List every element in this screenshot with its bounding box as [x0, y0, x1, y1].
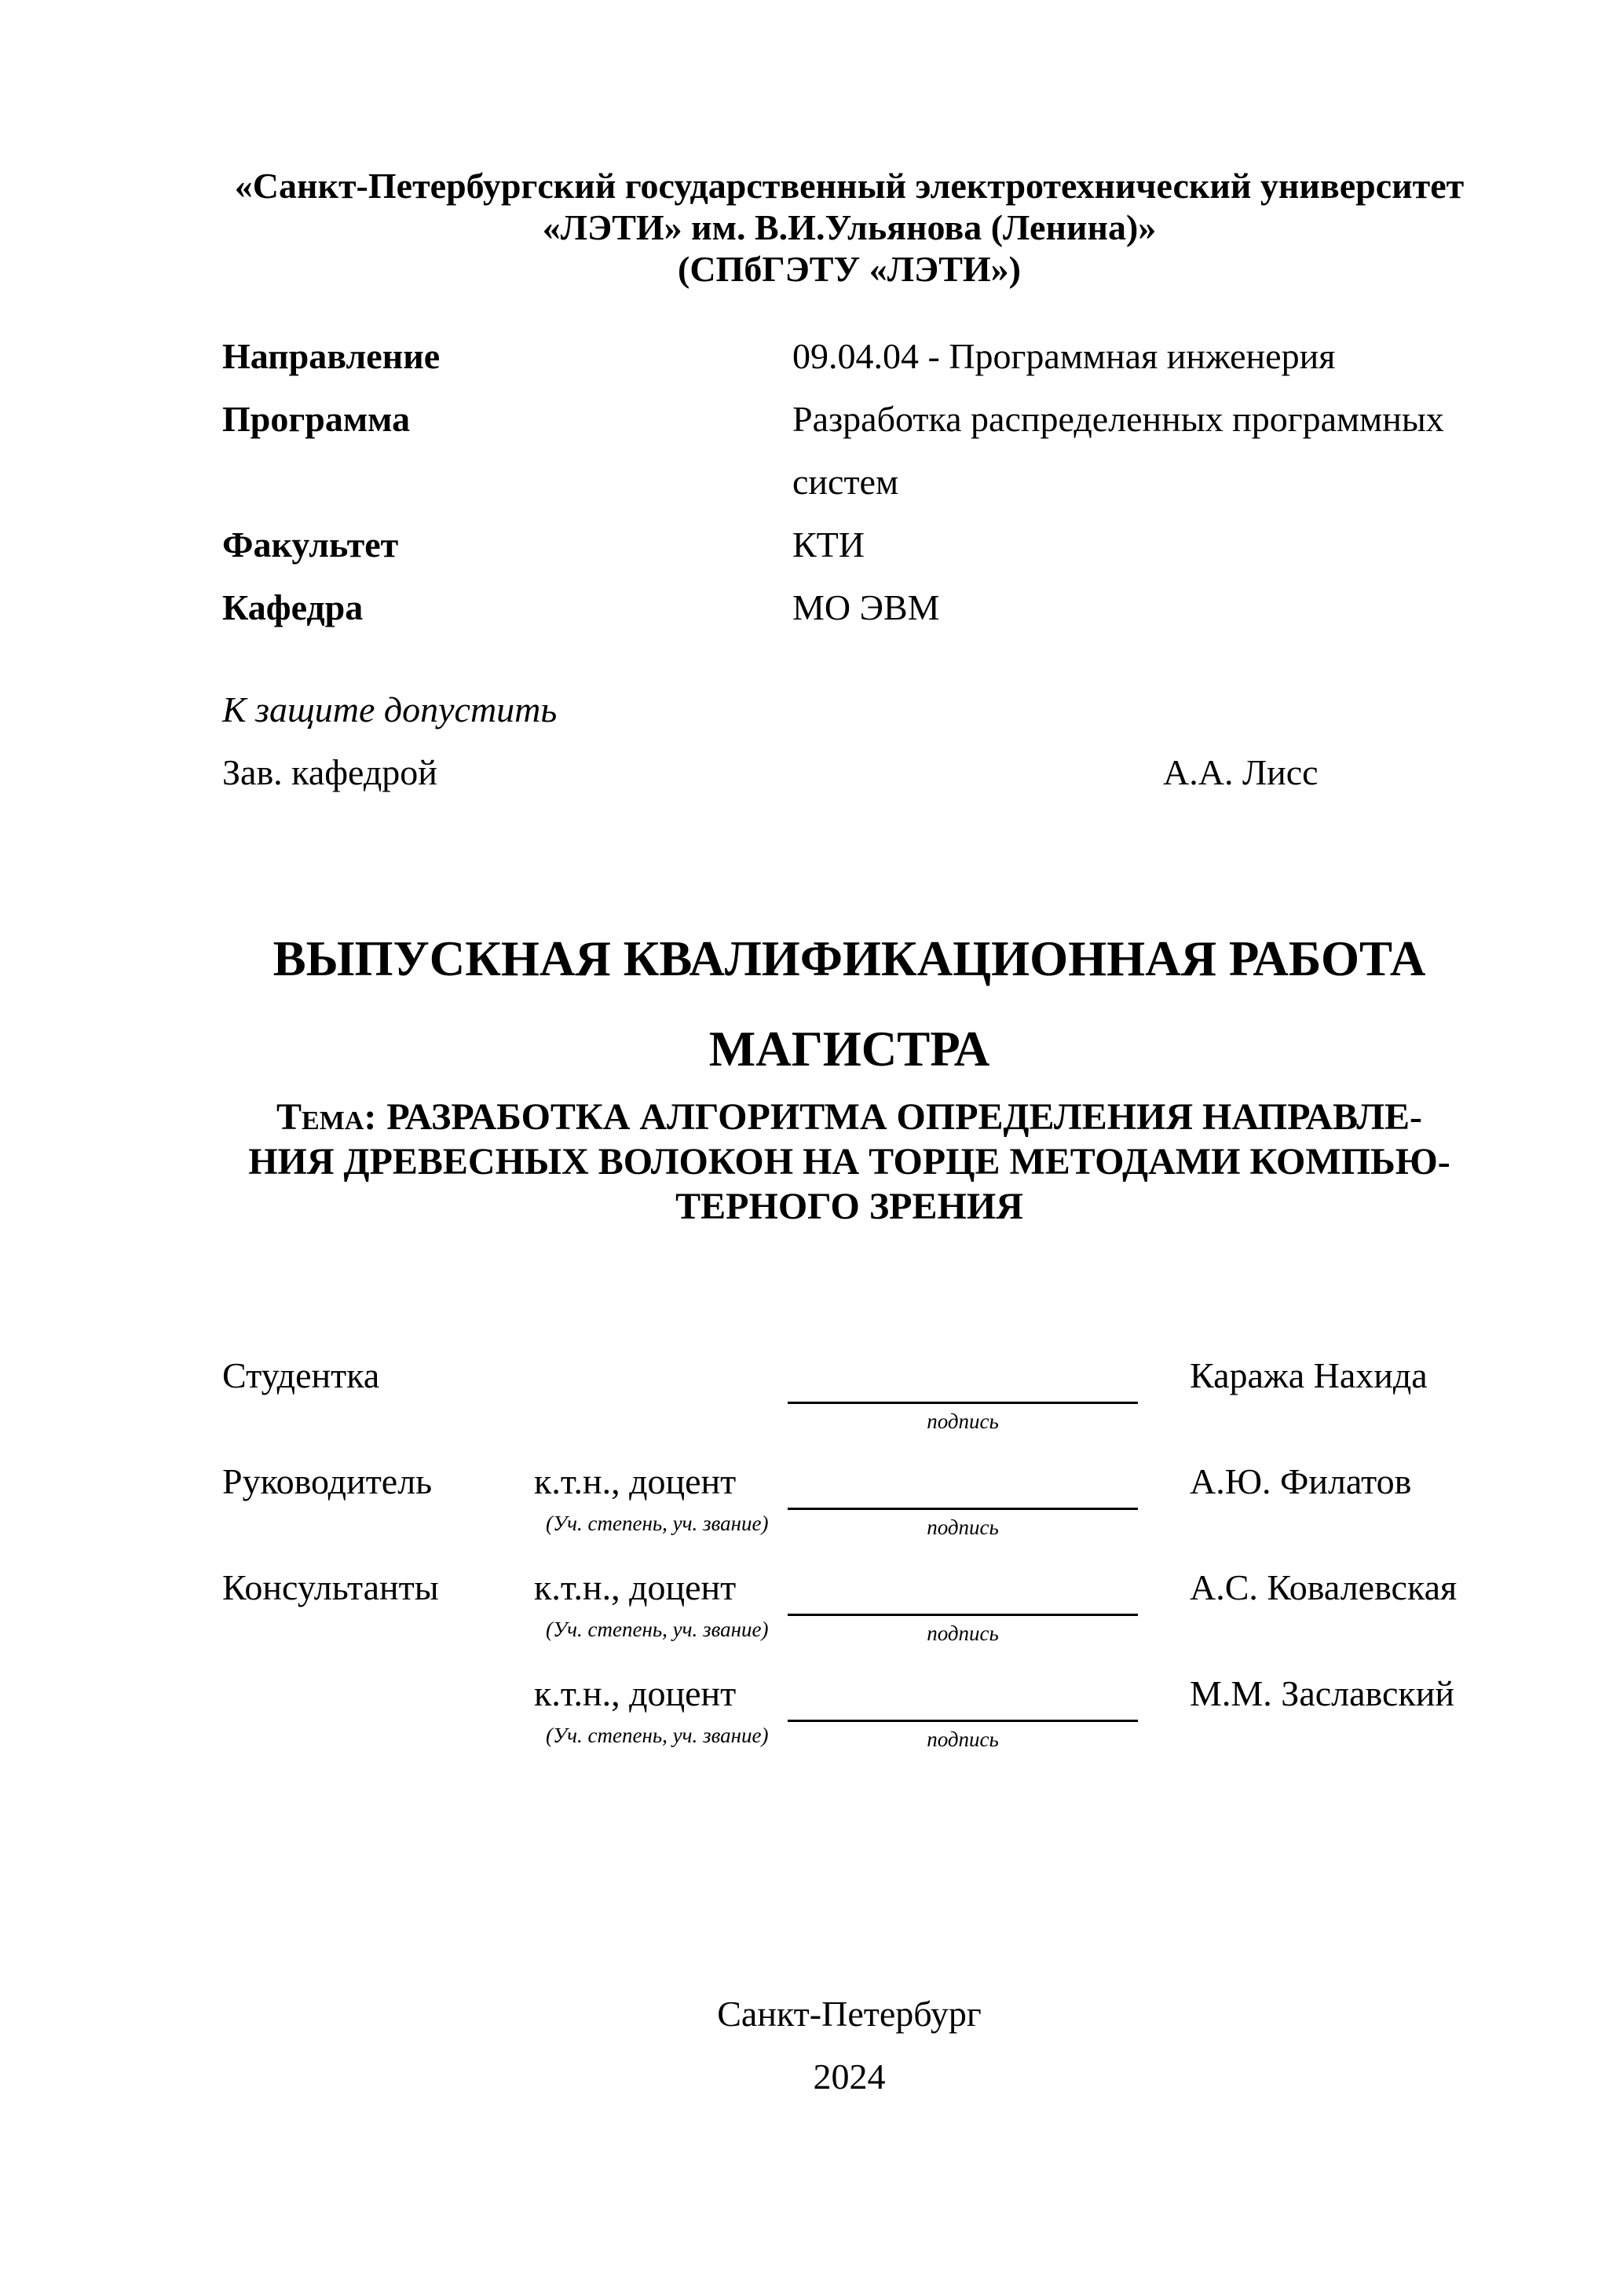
footer-section — [222, 1983, 1476, 2108]
degree-cell — [534, 1460, 788, 1539]
university-header-line-1: «Санкт-Петербургский государственный электротехнический университет — [234, 166, 1465, 206]
field-value-program: Разработка распределенных программных систем — [792, 399, 1444, 502]
signature-line — [788, 1566, 1138, 1616]
degree-cell — [534, 1566, 788, 1645]
program-info-row — [222, 514, 1476, 576]
degree-text: к.т.н., доцент — [534, 1673, 737, 1713]
field-label-direction: Направление — [222, 336, 441, 376]
role-label — [222, 1354, 534, 1433]
field-value-direction: 09.04.04 - Программная инженерия — [792, 336, 1336, 376]
signature-caption: подпись — [927, 1727, 999, 1751]
signature-caption: подпись — [927, 1621, 999, 1645]
degree-cell — [534, 1354, 788, 1433]
signatory-name — [1138, 1354, 1476, 1433]
university-header — [222, 165, 1476, 290]
role-label-text: Студентка — [222, 1355, 380, 1395]
signature-section — [222, 1354, 1476, 1751]
program-info-row — [222, 388, 1476, 514]
topic-line-2: НИЯ ДРЕВЕСНЫХ ВОЛОКОН НА ТОРЦЕ МЕТОДАМИ КОМПЬЮ- — [248, 1141, 1450, 1183]
work-title — [222, 914, 1476, 1095]
work-title-line-1: ВЫПУСКНАЯ КВАЛИФИКАЦИОННАЯ РАБОТА — [272, 931, 1426, 986]
degree-text: к.т.н., доцент — [534, 1461, 737, 1501]
degree-caption: (Уч. степень, уч. звание) — [546, 1724, 769, 1747]
signatory-name-text: А.Ю. Филатов — [1190, 1461, 1412, 1501]
program-info-row — [222, 325, 1476, 388]
signature-line — [788, 1354, 1138, 1404]
field-value-department: МО ЭВМ — [792, 587, 940, 627]
program-info-section — [222, 325, 1476, 639]
signature-line — [788, 1460, 1138, 1510]
signature-row-student — [222, 1354, 1476, 1433]
topic-line-1-text: РАЗРАБОТКА АЛГОРИТМА ОПРЕДЕЛЕНИЯ НАПРАВЛЕ- — [386, 1096, 1422, 1138]
signature-cell — [788, 1566, 1138, 1645]
topic-heading — [222, 1095, 1476, 1229]
degree-caption: (Уч. степень, уч. звание) — [546, 1618, 769, 1641]
field-label-department: Кафедра — [222, 587, 364, 627]
degree-caption: (Уч. степень, уч. звание) — [546, 1512, 769, 1535]
signatory-name-text: А.С. Ковалевская — [1190, 1567, 1458, 1607]
department-head-row — [222, 741, 1476, 804]
admission-section — [222, 678, 1476, 804]
signatory-name-text: Каража Нахида — [1190, 1355, 1428, 1395]
role-label-text: Консультанты — [222, 1567, 439, 1607]
signature-line — [788, 1672, 1138, 1722]
signature-caption: подпись — [927, 1409, 999, 1433]
topic-prefix: Тема: — [276, 1096, 377, 1138]
admission-note: К защите допустить — [222, 689, 558, 729]
degree-cell — [534, 1672, 788, 1751]
signature-cell — [788, 1672, 1138, 1751]
role-label — [222, 1460, 534, 1539]
signature-row-supervisor — [222, 1460, 1476, 1539]
department-head-label: Зав. кафедрой — [222, 752, 437, 792]
role-label — [222, 1672, 534, 1751]
topic-line-1 — [222, 1095, 1476, 1139]
signature-row-consultant-1 — [222, 1566, 1476, 1645]
department-head-name: А.А. Лисс — [1163, 752, 1319, 792]
field-label-faculty: Факультет — [222, 525, 399, 565]
year-label: 2024 — [813, 2057, 886, 2097]
signatory-name — [1138, 1566, 1476, 1645]
signatory-name — [1138, 1460, 1476, 1539]
signatory-name-text: М.М. Заславский — [1190, 1673, 1455, 1713]
city-label: Санкт-Петербург — [717, 1994, 982, 2034]
signature-cell — [788, 1354, 1138, 1433]
field-label-program: Программа — [222, 399, 411, 439]
signature-caption: подпись — [927, 1515, 999, 1539]
signature-cell — [788, 1460, 1138, 1539]
degree-text: к.т.н., доцент — [534, 1567, 737, 1607]
university-header-line-3: (СПбГЭТУ «ЛЭТИ») — [678, 249, 1021, 289]
work-title-line-2: МАГИСТРА — [708, 1022, 990, 1077]
field-value-faculty: КТИ — [792, 525, 865, 565]
signature-row-consultant-2 — [222, 1672, 1476, 1751]
university-header-line-2: «ЛЭТИ» им. В.И.Ульянова (Ленина)» — [542, 207, 1157, 247]
role-label — [222, 1566, 534, 1645]
role-label-text: Руководитель — [222, 1461, 433, 1501]
program-info-row — [222, 576, 1476, 639]
signatory-name — [1138, 1672, 1476, 1751]
topic-line-3: ТЕРНОГО ЗРЕНИЯ — [675, 1186, 1023, 1227]
